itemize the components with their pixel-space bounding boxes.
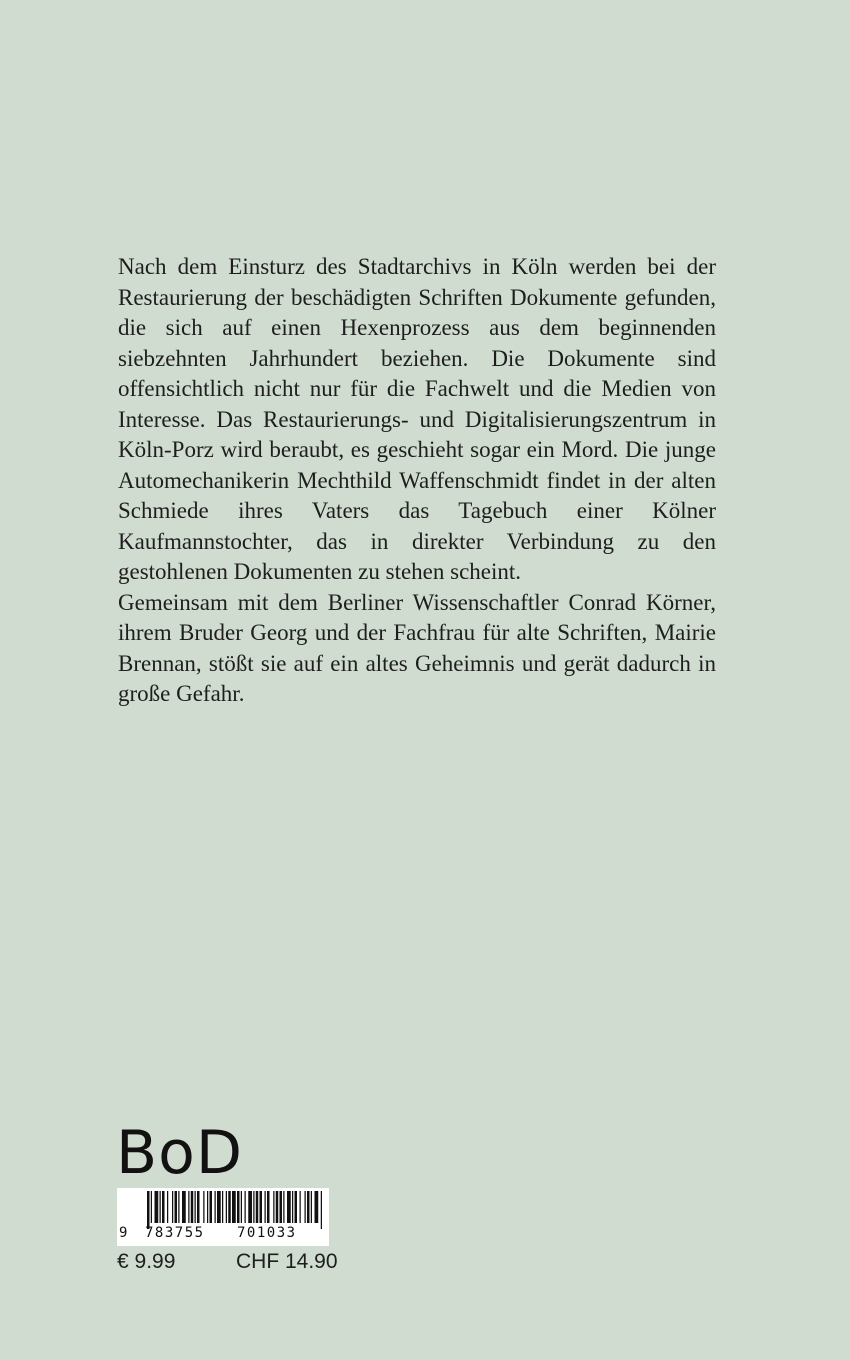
price-chf: CHF 14.90	[236, 1250, 338, 1273]
publisher-logo: BoD	[116, 1118, 244, 1188]
price-eur: € 9.99	[117, 1250, 176, 1273]
isbn-barcode	[117, 1188, 329, 1246]
barcode-first-digit: 9	[119, 1225, 128, 1241]
blurb-paragraph-1: Nach dem Einsturz des Stadtarchivs in Köln werden bei der Restaurierung der beschädigten Schriften Dokumente gefunden, die sich auf einen Hexenprozess aus dem beginnenden siebzehnten Jahrhundert beziehen. Die Dokumente sind offensichtlich nicht nur für die Fachwelt und die Medien von Interesse. Das Restaurierungs- und Digitalisierungszentrum in Köln-Porz wird beraubt, es geschieht sogar ein Mord. Die junge Automechanikerin Mechthild Waffenschmidt findet in der alten Schmiede ihres Vaters das Tagebuch einer Kölner Kaufmannstochter, das in direkter Verbindung zu den gestohlenen Dokumenten zu stehen scheint.	[118, 254, 716, 584]
barcode-digits	[117, 1224, 329, 1242]
barcode-right-group: 701033	[237, 1225, 297, 1241]
blurb-paragraph-2: Gemeinsam mit dem Berliner Wissenschaftler Conrad Körner, ihrem Bruder Georg und der Fachfrau für alte Schriften, Mairie Brennan, stößt sie auf ein altes Geheimnis und gerät dadurch in große Gefahr.	[118, 589, 716, 706]
barcode-left-group: 783755	[145, 1225, 205, 1241]
back-cover-blurb	[118, 252, 716, 710]
